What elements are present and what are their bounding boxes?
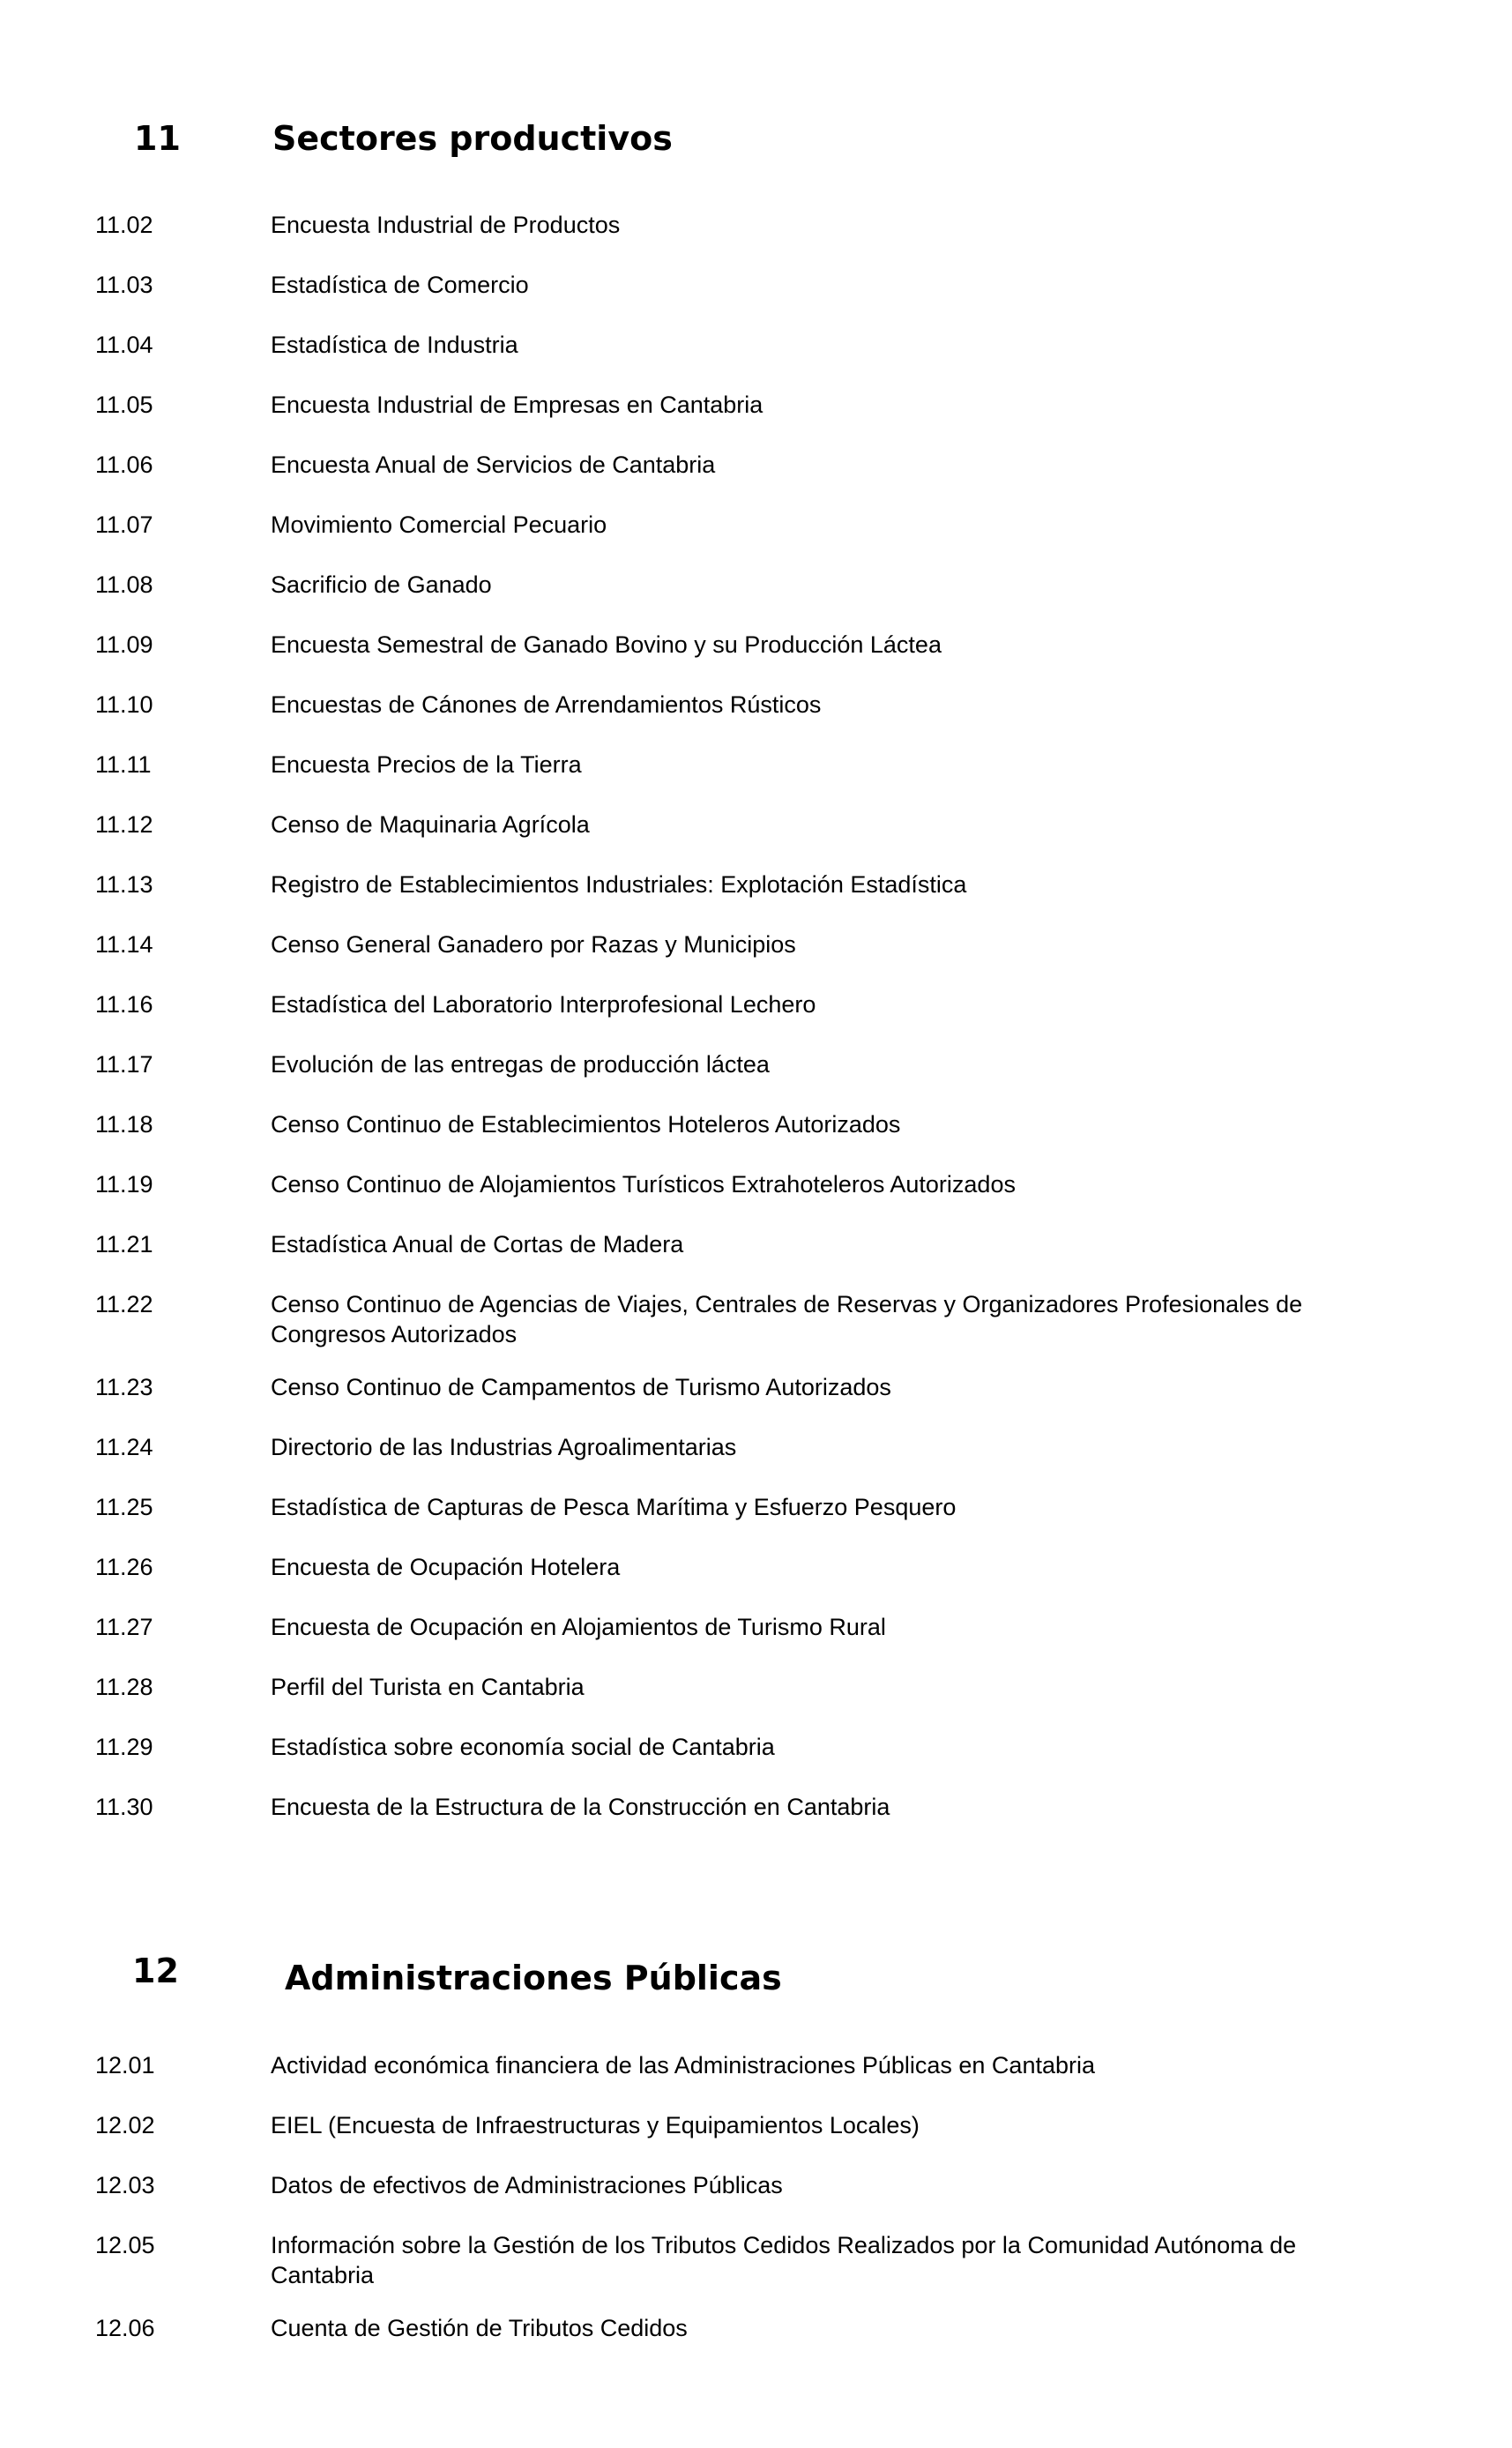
item-description: Estadística de Industria (271, 332, 518, 358)
item-code: 12.02 (95, 2112, 155, 2138)
item-description: Censo Continuo de Alojamientos Turísticos Extrahoteleros Autorizados (271, 1171, 1016, 1198)
item-description: Estadística sobre economía social de Cantabria (271, 1734, 775, 1760)
item-code: 11.19 (95, 1171, 153, 1198)
item-description: Encuestas de Cánones de Arrendamientos Rústicos (271, 691, 822, 718)
item-code: 11.22 (95, 1291, 153, 1317)
item-description: Registro de Establecimientos Industriales: Explotación Estadística (271, 871, 967, 898)
item-code: 11.09 (95, 631, 153, 658)
section-number: 12 (132, 1952, 179, 1990)
item-code: 11.23 (95, 1374, 153, 1400)
item-code: 11.04 (95, 332, 153, 358)
section-number: 11 (134, 119, 181, 158)
item-description: Encuesta de Ocupación en Alojamientos de Turismo Rural (271, 1614, 886, 1640)
item-description: Censo General Ganadero por Razas y Municipios (271, 931, 796, 958)
item-description: Datos de efectivos de Administraciones Públicas (271, 2172, 783, 2198)
item-description: Encuesta Industrial de Productos (271, 212, 621, 238)
item-code: 11.30 (95, 1794, 153, 1820)
item-description: Actividad económica financiera de las Administraciones Públicas en Cantabria (271, 2052, 1096, 2079)
item-code: 11.10 (95, 691, 153, 718)
item-code: 11.06 (95, 452, 153, 478)
item-description: Sacrificio de Ganado (271, 571, 492, 598)
item-code: 11.29 (95, 1734, 153, 1760)
item-description: Estadística Anual de Cortas de Madera (271, 1231, 684, 1258)
item-code: 11.17 (95, 1051, 153, 1078)
item-code: 11.26 (95, 1554, 153, 1580)
item-description: Encuesta Industrial de Empresas en Cantabria (271, 392, 763, 418)
item-description: Estadística de Comercio (271, 272, 529, 298)
item-description: Directorio de las Industrias Agroalimentarias (271, 1434, 737, 1460)
item-description: Encuesta Semestral de Ganado Bovino y su Producción Láctea (271, 631, 942, 658)
item-code: 11.16 (95, 991, 153, 1018)
section-title: Sectores productivos (272, 119, 673, 158)
item-description: Información sobre la Gestión de los Tributos Cedidos Realizados por la Comunidad Autónoma de Cantabria (271, 2232, 1297, 2288)
item-code: 11.12 (95, 811, 153, 838)
item-description: Movimiento Comercial Pecuario (271, 511, 607, 538)
item-description: Estadística de Capturas de Pesca Marítima y Esfuerzo Pesquero (271, 1494, 957, 1520)
item-code: 12.01 (95, 2052, 155, 2079)
item-code: 11.25 (95, 1494, 153, 1520)
item-description: Encuesta Precios de la Tierra (271, 751, 582, 778)
item-description: Encuesta Anual de Servicios de Cantabria (271, 452, 716, 478)
item-description: Censo Continuo de Agencias de Viajes, Centrales de Reservas y Organizadores Profesionales de Congresos Autorizados (271, 1291, 1303, 1347)
item-description: Cuenta de Gestión de Tributos Cedidos (271, 2315, 688, 2341)
item-description: Estadística del Laboratorio Interprofesional Lechero (271, 991, 816, 1018)
item-code: 11.24 (95, 1434, 153, 1460)
item-code: 11.08 (95, 571, 153, 598)
item-code: 11.03 (95, 272, 153, 298)
item-code: 11.13 (95, 871, 153, 898)
item-code: 11.21 (95, 1231, 153, 1258)
item-description: Perfil del Turista en Cantabria (271, 1674, 585, 1700)
item-description: Censo Continuo de Campamentos de Turismo Autorizados (271, 1374, 891, 1400)
item-code: 11.28 (95, 1674, 153, 1700)
item-description: EIEL (Encuesta de Infraestructuras y Equipamientos Locales) (271, 2112, 920, 2138)
item-description: Encuesta de Ocupación Hotelera (271, 1554, 621, 1580)
item-code: 12.05 (95, 2232, 155, 2258)
item-code: 11.27 (95, 1614, 153, 1640)
item-description: Censo de Maquinaria Agrícola (271, 811, 590, 838)
item-code: 11.14 (95, 931, 153, 958)
item-description: Censo Continuo de Establecimientos Hoteleros Autorizados (271, 1111, 901, 1138)
item-description: Encuesta de la Estructura de la Construcción en Cantabria (271, 1794, 890, 1820)
item-description: Evolución de las entregas de producción láctea (271, 1051, 770, 1078)
item-code: 12.03 (95, 2172, 155, 2198)
item-code: 11.18 (95, 1111, 153, 1138)
item-code: 12.06 (95, 2315, 155, 2341)
section-title: Administraciones Públicas (285, 1959, 782, 1997)
item-code: 11.02 (95, 212, 153, 238)
item-code: 11.07 (95, 511, 153, 538)
item-code: 11.11 (95, 751, 152, 778)
item-code: 11.05 (95, 392, 153, 418)
